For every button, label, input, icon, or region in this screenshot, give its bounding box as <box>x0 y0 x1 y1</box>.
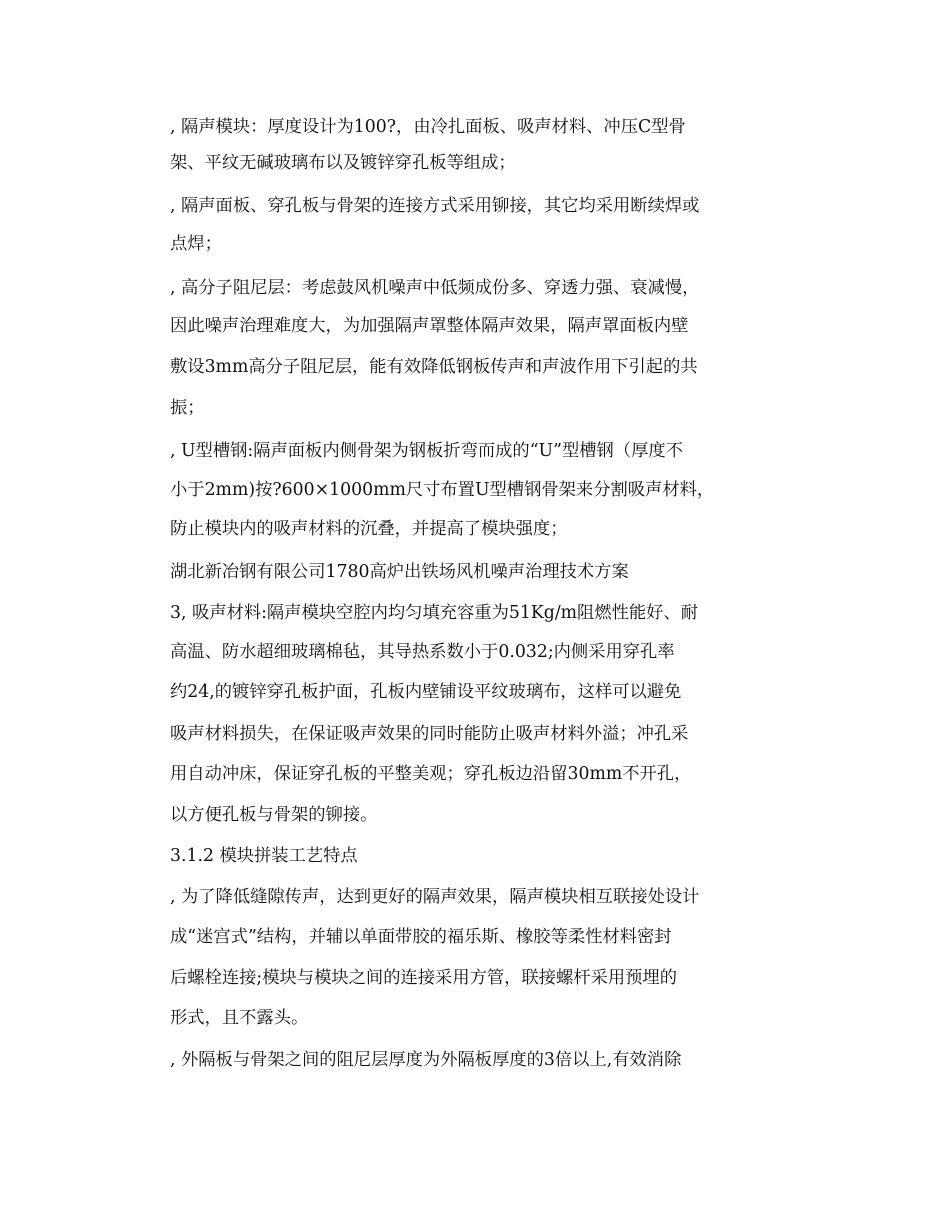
text-line: 3, 吸声材料:隔声模块空腔内均匀填充容重为51Kg/m阻燃性能好、耐 <box>170 603 699 623</box>
text-line: 湖北新冶钢有限公司1780高炉出铁场风机噪声治理技术方案 <box>170 562 629 582</box>
text-line: , 外隔板与骨架之间的阻尼层厚度为外隔板厚度的3倍以上,有效消除 <box>170 1050 682 1070</box>
text-line: 成“迷宫式”结构，并辅以单面带胶的福乐斯、橡胶等柔性材料密封 <box>170 927 672 947</box>
text-line: 用自动冲床，保证穿孔板的平整美观；穿孔板边沿留30mm不开孔， <box>170 764 692 784</box>
text-line: 点焊； <box>170 234 222 254</box>
text-line: 高温、防水超细玻璃棉毡，其导热系数小于0.032;内侧采用穿孔率 <box>170 642 675 662</box>
text-line: , 为了降低缝隙传声，达到更好的隔声效果，隔声模块相互联接处设计 <box>170 887 700 907</box>
text-line: , U型槽钢:隔声面板内侧骨架为钢板折弯而成的“U”型槽钢（厚度不 <box>170 441 683 461</box>
text-line: , 高分子阻尼层：考虑鼓风机噪声中低频成份多、穿透力强、衰减慢， <box>170 278 700 298</box>
text-line: 因此噪声治理难度大，为加强隔声罩整体隔声效果，隔声罩面板内壁 <box>170 316 689 336</box>
text-line: 小于2mm)按?600×1000mm尺寸布置U型槽钢骨架来分割吸声材料， <box>170 480 715 500</box>
text-line: , 隔声模块：厚度设计为100?，由冷扎面板、吸声材料、冲压C型骨 <box>170 117 686 137</box>
text-line: 敷设3mm高分子阻尼层，能有效降低钢板传声和声波作用下引起的共 <box>170 357 698 377</box>
text-line: 振； <box>170 398 205 418</box>
text-line: 以方便孔板与骨架的铆接。 <box>170 805 378 825</box>
text-line: 防止模块内的吸声材料的沉叠，并提高了模块强度； <box>170 519 568 539</box>
text-line: 后螺栓连接;模块与模块之间的连接采用方管，联接螺杆采用预埋的 <box>170 968 677 988</box>
text-line: 形式，且不露头。 <box>170 1008 309 1028</box>
text-line: 约24,的镀锌穿孔板护面，孔板内壁铺设平纹玻璃布，这样可以避免 <box>170 682 682 702</box>
section-heading: 3.1.2 模块拼装工艺特点 <box>170 846 358 866</box>
text-line: , 隔声面板、穿孔板与骨架的连接方式采用铆接，其它均采用断续焊或 <box>170 196 700 216</box>
text-line: 架、平纹无碱玻璃布以及镀锌穿孔板等组成； <box>170 153 516 173</box>
text-line: 吸声材料损失，在保证吸声效果的同时能防止吸声材料外溢；冲孔采 <box>170 724 689 744</box>
